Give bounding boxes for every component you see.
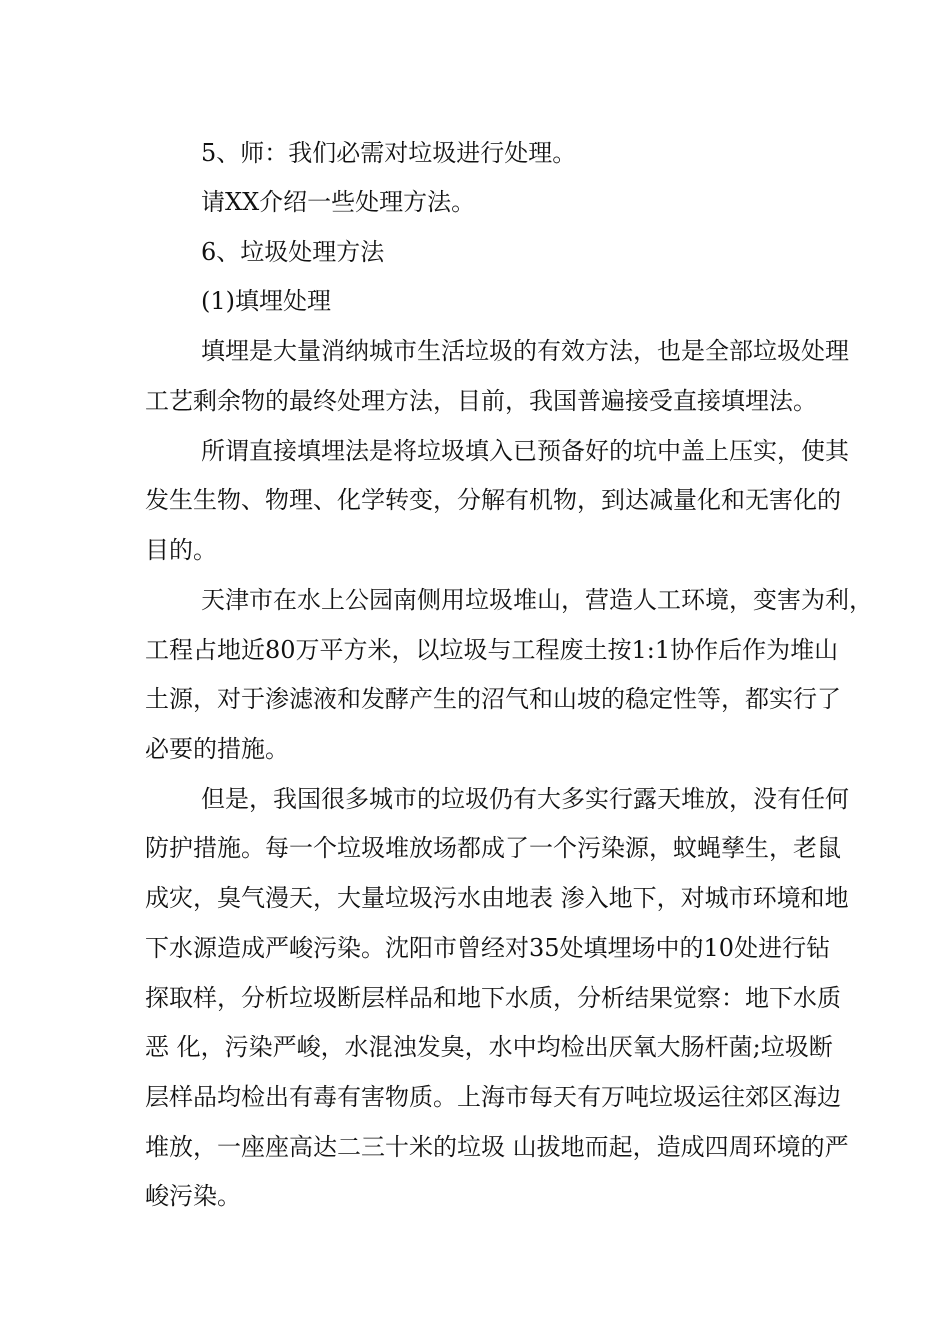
text-line: 探取样，分析垃圾断层样品和地下水质，分析结果觉察：地下水质 bbox=[145, 984, 841, 1012]
text-line: 防护措施。每一个垃圾堆放场都成了一个污染源，蚊蝇孳生，老鼠 bbox=[145, 834, 841, 862]
text-line: 工程占地近80万平方米，以垃圾与工程废土按1:1协作后作为堆山 bbox=[145, 636, 839, 664]
text-line: 5、师：我们必需对垃圾进行处理。 bbox=[201, 139, 577, 167]
text-line: 6、垃圾处理方法 bbox=[201, 238, 385, 266]
text-line: 必要的措施。 bbox=[145, 735, 289, 763]
text-line: 发生生物、物理、化学转变，分解有机物，到达减量化和无害化的 bbox=[145, 486, 841, 514]
text-line: 所谓直接填埋法是将垃圾填入已预备好的坑中盖上压实，使其 bbox=[201, 437, 849, 465]
text-line: (1)填埋处理 bbox=[201, 287, 331, 315]
text-line: 下水源造成严峻污染。沈阳市曾经对35处填埋场中的10处进行钻 bbox=[145, 934, 831, 962]
text-line: 请XX介绍一些处理方法。 bbox=[201, 188, 476, 216]
text-line: 天津市在水上公园南侧用垃圾堆山，营造人工环境，变害为利， bbox=[201, 586, 873, 614]
text-line: 成灾，臭气漫天，大量垃圾污水由地表 渗入地下，对城市环境和地 bbox=[145, 884, 849, 912]
text-line: 土源，对于渗滤液和发酵产生的沼气和山坡的稳定性等，都实行了 bbox=[145, 685, 841, 713]
text-line: 恶 化，污染严峻，水混浊发臭，水中均检出厌氧大肠杆菌;垃圾断 bbox=[145, 1033, 833, 1061]
text-line: 但是，我国很多城市的垃圾仍有大多实行露天堆放，没有任何 bbox=[201, 785, 849, 813]
text-line: 层样品均检出有毒有害物质。上海市每天有万吨垃圾运往郊区海边 bbox=[145, 1083, 841, 1111]
text-line: 填埋是大量消纳城市生活垃圾的有效方法，也是全部垃圾处理 bbox=[201, 337, 849, 365]
text-line: 峻污染。 bbox=[145, 1182, 241, 1210]
text-line: 工艺剩余物的最终处理方法，目前，我国普遍接受直接填埋法。 bbox=[145, 387, 817, 415]
text-line: 目的。 bbox=[145, 536, 217, 564]
text-line: 堆放，一座座高达二三十米的垃圾 山拔地而起，造成四周环境的严 bbox=[145, 1133, 849, 1161]
